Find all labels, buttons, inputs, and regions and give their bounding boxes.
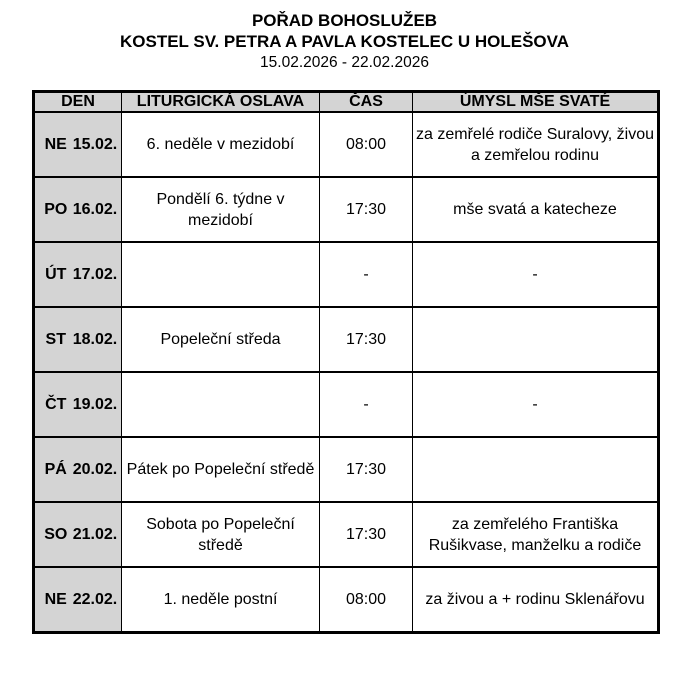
intention-cell (413, 307, 659, 372)
intention-cell: za zemřelého Františka Rušikvase, manželku a rodiče (413, 502, 659, 567)
day-date: 15.02. (72, 136, 118, 153)
liturgy-cell (122, 372, 320, 437)
time-cell: 17:30 (320, 437, 413, 502)
time-cell: 17:30 (320, 307, 413, 372)
day-cell (34, 567, 122, 632)
day-cell (34, 502, 122, 567)
time-cell: - (320, 372, 413, 437)
day-cell (34, 372, 122, 437)
day-abbr: SO (44, 526, 68, 543)
liturgy-cell: Pondělí 6. týdne v mezidobí (122, 177, 320, 242)
column-header-liturgicka-oslava: LITURGICKÁ OSLAVA (122, 92, 320, 113)
column-header-umysl-mse-svate: ÚMYSL MŠE SVATÉ (413, 92, 659, 113)
table-row (34, 112, 659, 177)
intention-cell: za živou a + rodinu Sklenářovu (413, 567, 659, 632)
church-name: KOSTEL SV. PETRA A PAVLA KOSTELEC U HOLEŠOVA (120, 32, 569, 51)
intention-cell: - (413, 242, 659, 307)
intention-cell: mše svatá a katecheze (413, 177, 659, 242)
schedule-table (32, 90, 660, 634)
day-cell (34, 307, 122, 372)
day-cell (34, 242, 122, 307)
day-abbr: ÚT (45, 266, 67, 283)
document-title: POŘAD BOHOSLUŽEB (251, 11, 438, 30)
date-range: 15.02.2026 - 22.02.2026 (260, 54, 429, 71)
liturgy-cell: Popeleční středa (122, 307, 320, 372)
day-date: 21.02. (72, 526, 118, 543)
document-header (0, 0, 689, 73)
liturgy-cell: Sobota po Popeleční středě (122, 502, 320, 567)
day-cell (34, 177, 122, 242)
day-date: 17.02. (72, 266, 118, 283)
time-cell: 17:30 (320, 177, 413, 242)
day-abbr: NE (44, 590, 67, 608)
day-abbr: NE (44, 136, 67, 153)
day-date: 20.02. (72, 461, 118, 478)
intention-cell: za zemřelé rodiče Suralovy, živou a zemřelou rodinu (413, 112, 659, 177)
time-cell: 08:00 (320, 112, 413, 177)
day-date: 18.02. (72, 331, 118, 348)
table-row (34, 242, 659, 307)
liturgy-cell: 6. neděle v mezidobí (122, 112, 320, 177)
time-cell: - (320, 242, 413, 307)
table-row (34, 177, 659, 242)
day-cell (34, 437, 122, 502)
day-date: 22.02. (72, 590, 118, 608)
day-date: 19.02. (72, 396, 118, 413)
table-row (34, 372, 659, 437)
table-row (34, 502, 659, 567)
day-abbr: ST (45, 331, 66, 348)
time-cell: 17:30 (320, 502, 413, 567)
day-date: 16.02. (72, 201, 118, 218)
day-abbr: PÁ (44, 461, 67, 478)
liturgy-cell (122, 242, 320, 307)
table-row (34, 437, 659, 502)
day-abbr: PO (44, 201, 68, 218)
intention-cell (413, 437, 659, 502)
schedule-body (34, 112, 659, 632)
day-abbr: ČT (45, 396, 67, 413)
liturgy-cell: Pátek po Popeleční středě (122, 437, 320, 502)
intention-cell: - (413, 372, 659, 437)
table-row (34, 567, 659, 632)
time-cell: 08:00 (320, 567, 413, 632)
column-header-cas: ČAS (320, 92, 413, 113)
table-row (34, 307, 659, 372)
liturgy-cell: 1. neděle postní (122, 567, 320, 632)
header-row (34, 92, 659, 113)
column-header-den: DEN (34, 92, 122, 113)
day-cell (34, 112, 122, 177)
